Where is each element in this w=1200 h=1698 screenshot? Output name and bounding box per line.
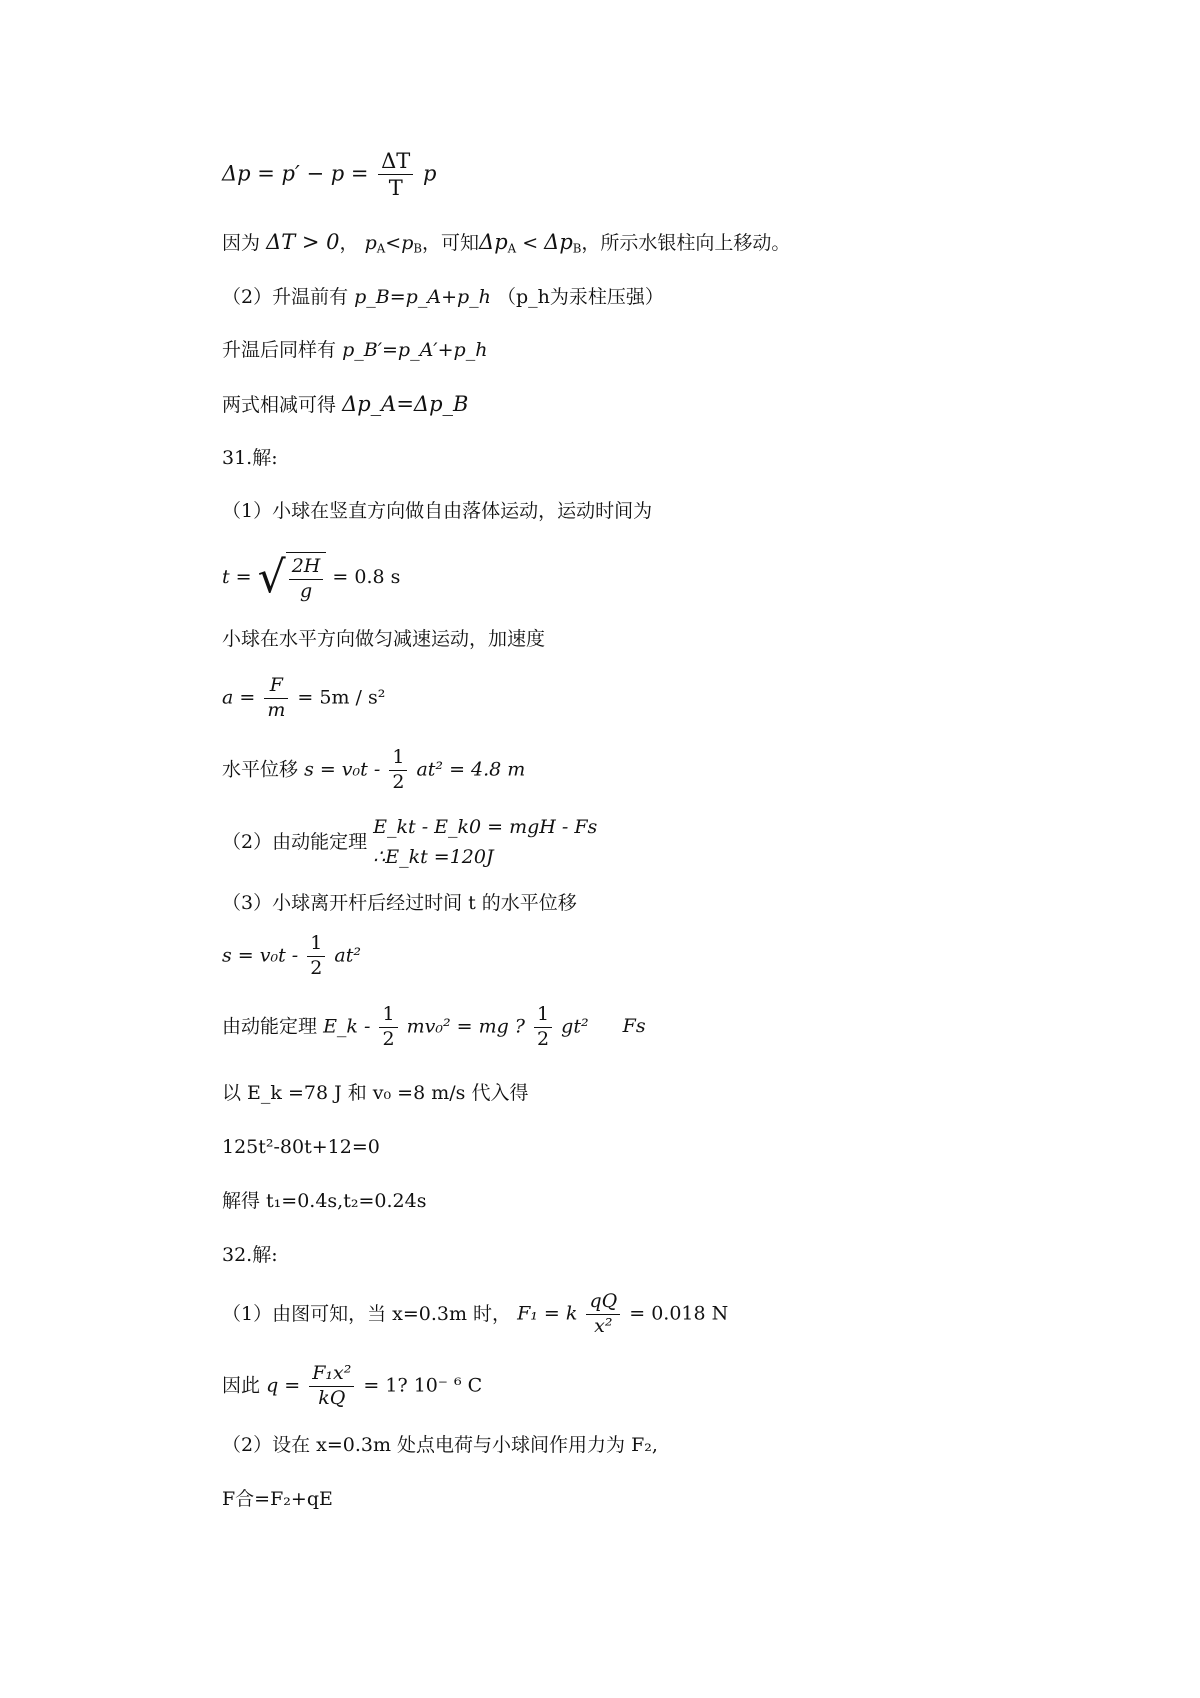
subscript-A: A: [507, 241, 517, 256]
text-because: 因为: [222, 232, 261, 254]
fraction-numerator: 1: [307, 932, 325, 957]
label-from-graph: （1）由图可知，当 x=0.3m 时，: [222, 1302, 512, 1325]
equation-part-fs: Fs: [622, 1015, 646, 1038]
label-kinetic-energy: （2）由动能定理: [222, 830, 368, 853]
fraction-denominator: x²: [594, 1314, 613, 1337]
equation-energy-line2: ∴E_kt =120J: [373, 846, 494, 869]
equation-charge-q: [222, 1362, 482, 1411]
text-horizontal-decel: 小球在水平方向做匀减速运动，加速度: [222, 628, 546, 650]
equation-net-force: F合=F₂+qE: [222, 1488, 333, 1510]
fraction-denominator: 2: [310, 956, 323, 979]
label-after-heating: 升温后同样有: [222, 339, 337, 361]
fraction-denominator: 2: [392, 770, 405, 793]
fraction-f1x2-over-kq: [309, 1362, 354, 1411]
equation-q-rhs: = 1? 10⁻ ⁶ C: [363, 1374, 483, 1397]
equation-delta-p: [222, 148, 436, 202]
equation-quadratic: 125t²-80t+12=0: [222, 1136, 380, 1158]
delta-p-tail: p: [423, 161, 437, 186]
equation-horizontal-displacement: [222, 746, 525, 795]
equation-t-rhs: = 0.8 s: [332, 565, 401, 588]
fraction-denominator: m: [267, 698, 286, 721]
subscript-A: A: [376, 241, 386, 256]
fraction-delta-t-over-t: [378, 148, 413, 202]
equation-t-lhs: t =: [222, 565, 252, 588]
fraction-one-half: [534, 1003, 552, 1052]
subscript-B: B: [572, 241, 582, 256]
subscript-B: B: [413, 241, 423, 256]
equation-part-mv: mv₀² = mg ?: [406, 1015, 525, 1038]
fraction-numerator: 1: [379, 1003, 397, 1028]
heading-problem-32: 32.解:: [222, 1244, 278, 1266]
equation-a-lhs: a =: [222, 686, 256, 709]
equation-s-lhs: s = v₀t -: [222, 944, 299, 967]
fraction-f-over-m: [264, 674, 288, 723]
text-after-leaving-rod: （3）小球离开杆后经过时间 t 的水平位移: [222, 892, 577, 914]
less-than: <: [385, 232, 402, 254]
equation-f1-lhs: F₁ = k: [517, 1302, 578, 1325]
equation-energy-line1: E_kt - E_k0 = mgH - Fs: [373, 816, 598, 838]
equation-part-gt: gt²: [561, 1015, 589, 1038]
symbol-delta-pB: Δp: [544, 230, 573, 254]
note-mercury-pressure: （p_h为汞柱压强）: [496, 286, 664, 308]
paragraph-after-heating: [222, 341, 487, 360]
fraction-numerator: 1: [389, 746, 407, 771]
equation-f1-rhs: = 0.018 N: [629, 1302, 729, 1325]
fraction-one-half: [307, 932, 325, 981]
fraction-denominator: T: [388, 176, 403, 201]
delta-p-lhs: Δp = p′ − p =: [222, 161, 369, 186]
fraction-denominator: kQ: [318, 1386, 346, 1409]
fraction-one-half: [379, 1003, 397, 1052]
text-solutions: 解得 t₁=0.4s,t₂=0.24s: [222, 1190, 427, 1212]
label-before-heating: （2）升温前有: [222, 286, 349, 308]
fraction-numerator: F: [264, 674, 288, 699]
equation-pB-before: p_B=p_A+p_h: [354, 286, 491, 308]
fraction-2h-over-g: [289, 555, 324, 604]
text-known: ，可知: [422, 232, 480, 254]
fraction-numerator: qQ: [586, 1290, 620, 1315]
equation-energy-theorem-2: [222, 1003, 646, 1052]
fraction-one-half: [389, 746, 407, 795]
paragraph-before-heating: [222, 288, 664, 307]
equation-stack: [373, 812, 597, 873]
comma: ，: [339, 232, 359, 254]
equation-s-rhs: at²: [334, 944, 361, 967]
fraction-numerator: 1: [534, 1003, 552, 1028]
equation-kinetic-energy-theorem: [222, 812, 597, 873]
fraction-numerator: 2H: [289, 555, 324, 580]
equation-s-rhs: at² = 4.8 m: [416, 758, 526, 781]
equation-pB-after: p_B′=p_A′+p_h: [342, 339, 488, 361]
radical-sign: √: [257, 551, 286, 603]
equation-displacement-t: [222, 932, 361, 981]
label-horizontal-displacement: 水平位移: [222, 758, 299, 781]
fraction-numerator: ΔT: [378, 148, 413, 175]
text-force-f2: （2）设在 x=0.3m 处点电荷与小球间作用力为 F₂,: [222, 1434, 658, 1456]
text-free-fall: （1）小球在竖直方向做自由落体运动，运动时间为: [222, 500, 653, 522]
heading-problem-31: 31.解:: [222, 447, 278, 469]
equation-delta-equal: Δp_A=Δp_B: [342, 392, 469, 416]
equation-coulomb-force: [222, 1290, 728, 1339]
label-subtract: 两式相减可得: [222, 394, 337, 416]
label-therefore: 因此: [222, 1374, 261, 1397]
text-mercury-moves-up: ，所示水银柱向上移动。: [581, 232, 791, 254]
equation-q-lhs: q =: [266, 1374, 301, 1397]
fraction-denominator: 2: [537, 1027, 550, 1050]
paragraph-conclusion-mercury: [222, 232, 790, 255]
condition-delta-t: ΔT > 0: [266, 230, 340, 254]
paragraph-subtract: [222, 394, 468, 415]
fraction-numerator: F₁x²: [309, 1362, 354, 1387]
equation-time: [222, 552, 400, 604]
symbol-pB: p: [401, 232, 414, 254]
equation-acceleration: [222, 674, 385, 723]
equation-a-rhs: = 5m / s²: [297, 686, 386, 709]
equation-s-lhs: s = v₀t -: [304, 758, 381, 781]
symbol-delta-pA: Δp: [479, 230, 508, 254]
less-than: <: [516, 232, 545, 254]
text-substitute-values: 以 E_k =78 J 和 v₀ =8 m/s 代入得: [222, 1082, 529, 1104]
label-kinetic-energy: 由动能定理: [222, 1015, 318, 1038]
equation-part-ek: E_k -: [323, 1015, 371, 1038]
fraction-qq-over-x2: [586, 1290, 620, 1339]
square-root: [258, 552, 327, 604]
fraction-denominator: g: [299, 579, 313, 602]
fraction-denominator: 2: [382, 1027, 395, 1050]
symbol-pA: p: [364, 232, 377, 254]
